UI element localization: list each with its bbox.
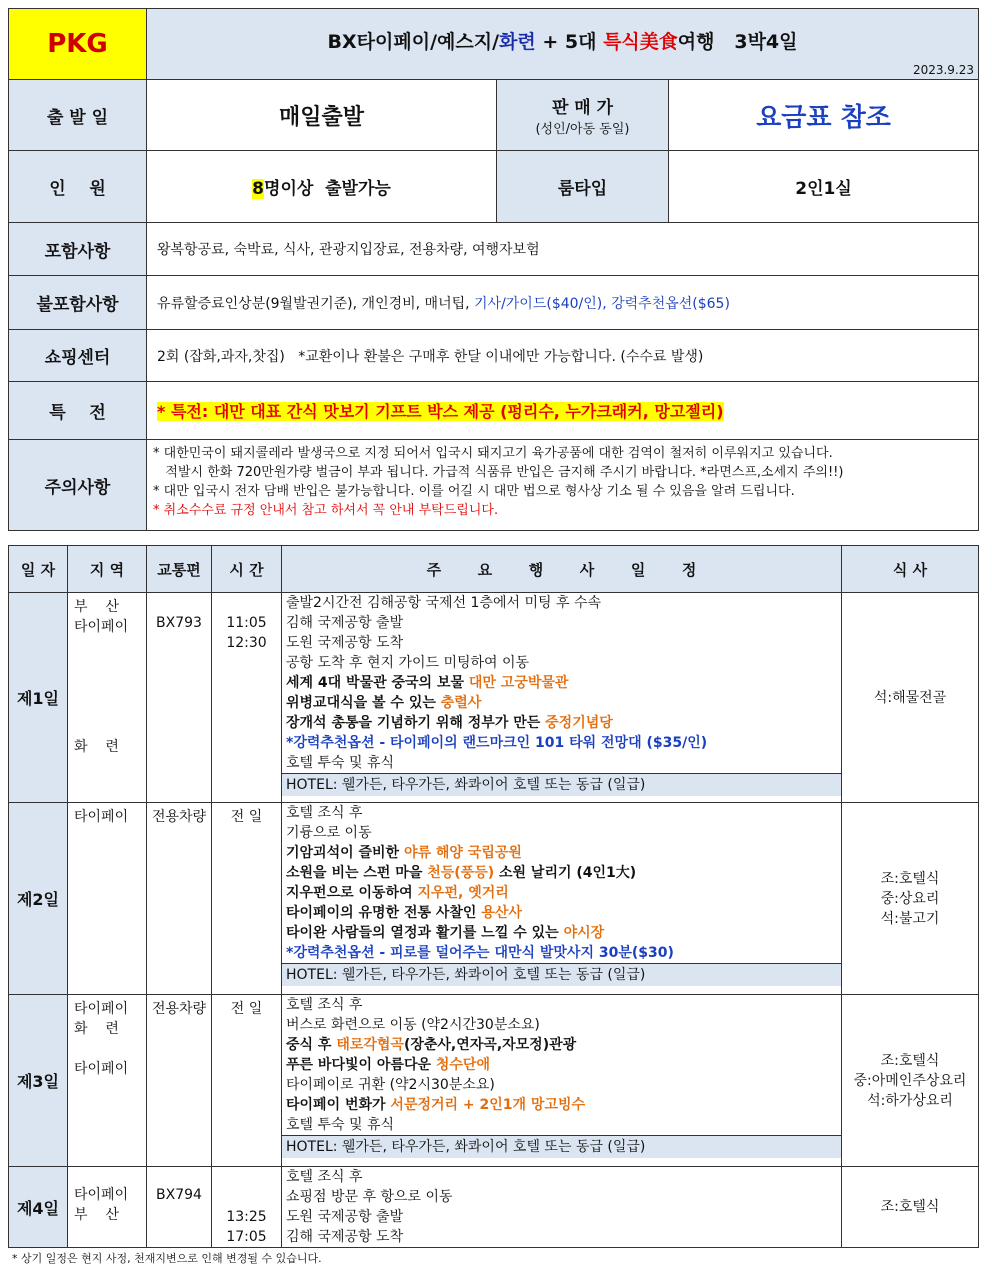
pkg-badge: PKG (9, 9, 147, 80)
activities-cell: 호텔 조식 후 기륭으로 이동 기암괴석이 즐비한 야류 해양 국립공원 소원을 비는 스펀 마을 천등(풍등) 소원 날리기 (4인1大) 지우펀으로 이동하여 지우펀, 옛거리 타이페이의 유명한 전통 사찰인 용산사 타이완 사람들의 열정과 활기를 느낄 수 있는 야시장 *강력추천옵션 - 피로를 덜어주는 대만식 발맛사지 30분($30) HOTEL: 웰가든, 타우가든, 쏴콰이어 호텔 또는 동급 (일급) (282, 803, 842, 995)
col-day: 일 자 (9, 546, 68, 593)
hotel-line: HOTEL: 웰가든, 타우가든, 쏴콰이어 호텔 또는 동급 (일급) (282, 963, 841, 986)
day-label: 제4일 (9, 1167, 68, 1248)
time-cell: 전 일 (212, 995, 282, 1167)
include-value: 왕복항공료, 숙박료, 식사, 관광지입장료, 전용차량, 여행자보험 (147, 223, 979, 276)
meal-cell: 조:호텔식 중:상요리 석:불고기 (842, 803, 979, 995)
shopping-label: 쇼핑센터 (9, 330, 147, 382)
package-info-table (8, 8, 979, 531)
exclude-value: 유류할증료인상분(9월발권기준), 개인경비, 매너팁, 기사/가이드($40/인), 강력추천옵션($65) (147, 276, 979, 330)
include-label: 포함사항 (9, 223, 147, 276)
price-label: 판 매 가 (성인/아동 동일) (497, 80, 669, 151)
title-cell (147, 9, 979, 80)
region-cell: 타이페이 화 련 타이페이 (68, 995, 147, 1167)
exclude-label: 불포함사항 (9, 276, 147, 330)
document-date: 2023.9.23 (912, 63, 975, 77)
day-row (9, 803, 979, 995)
note-line: 적발시 한화 720만원가량 벌금이 부과 됩니다. 가급적 식품류 반입은 금지해 주시기 바랍니다. *라면스프,소세지 주의!!) (153, 465, 844, 480)
special-cell (147, 382, 979, 440)
region-cell: 부 산 타이페이 화 련 (68, 593, 147, 803)
transport-cell: 전용차량 (147, 995, 212, 1167)
meal-cell: 석:해물전골 (842, 593, 979, 803)
note-line-cancellation: * 취소수수료 규정 안내서 참고 하셔서 꼭 안내 부탁드립니다. (153, 503, 499, 518)
region-cell: 타이페이 부 산 (68, 1167, 147, 1248)
notes-label: 주의사항 (9, 440, 147, 531)
hotel-line: HOTEL: 웰가든, 타우가든, 쏴콰이어 호텔 또는 동급 (일급) (282, 773, 841, 796)
day-label: 제2일 (9, 803, 68, 995)
meal-cell: 조:호텔식 중:아메인주상요리 석:하가상요리 (842, 995, 979, 1167)
itinerary-table (8, 545, 979, 1248)
note-line: * 대만 입국시 전자 담배 반입은 불가능합니다. 이를 어길 시 대만 법으로 형사상 기소 될 수 있음을 알려 드립니다. (153, 484, 795, 499)
time-cell: 전 일 (212, 803, 282, 995)
room-type-label: 룸타입 (497, 151, 669, 223)
footer-note: * 상기 일정은 현지 사정, 천재지변으로 인해 변경될 수 있습니다. (12, 1252, 322, 1265)
note-line: * 대한민국이 돼지콜레라 발생국으로 지정 되어서 입국시 돼지고기 육가공품에 대한 검역이 철저히 이루워지고 있습니다. (153, 446, 833, 461)
day-row (9, 593, 979, 803)
col-time: 시 간 (212, 546, 282, 593)
departure-value: 매일출발 (147, 80, 497, 151)
time-cell: 13:25 17:05 (212, 1167, 282, 1248)
shopping-value: 2회 (잡화,과자,찻집) *교환이나 환불은 구매후 한달 이내에만 가능합니다. (수수료 발생) (147, 330, 979, 382)
transport-cell: BX793 (147, 593, 212, 803)
col-region: 지 역 (68, 546, 147, 593)
activities-cell: 호텔 조식 후 쇼핑점 방문 후 항으로 이동 도원 국제공항 출발 김해 국제공항 도착 (282, 1167, 842, 1248)
departure-label: 출 발 일 (9, 80, 147, 151)
special-label: 특 전 (9, 382, 147, 440)
transport-cell: BX794 (147, 1167, 212, 1248)
price-value: 요금표 참조 (669, 80, 979, 151)
region-cell: 타이페이 (68, 803, 147, 995)
col-meal: 식 사 (842, 546, 979, 593)
day-row (9, 1167, 979, 1248)
people-value: 8명이상 출발가능 (147, 151, 497, 223)
activities-cell: 출발2시간전 김해공항 국제선 1층에서 미팅 후 수속 김해 국제공항 출발 도원 국제공항 도착 공항 도착 후 현지 가이드 미팅하여 이동 세계 4대 박물관 중국의 보물 대만 고궁박물관 위병교대식을 볼 수 있는 충렬사 장개석 총통을 기념하기 위해 정부가 만든 중정기념당 *강력추천옵션 - 타이페이의 랜드마크인 101 타워 전망대 ($35/인) 호텔 투숙 및 휴식 HOTEL: 웰가든, 타우가든, 쏴콰이어 호텔 또는 동급 (일급) (282, 593, 842, 803)
activities-cell: 호텔 조식 후 버스로 화련으로 이동 (약2시간30분소요) 중식 후 태로각협곡(장춘사,연자곡,자모정)관광 푸른 바다빛이 아름다운 청수단애 타이페이로 귀환 (약2시30분소요) 타이페이 번화가 서문정거리 + 2인1개 망고빙수 호텔 투숙 및 휴식 HOTEL: 웰가든, 타우가든, 쏴콰이어 호텔 또는 동급 (일급) (282, 995, 842, 1167)
notes-body (147, 440, 979, 531)
package-title: BX타이페이/예스지/화련 + 5대 특식美食여행 3박4일 (327, 31, 798, 53)
hotel-line: HOTEL: 웰가든, 타우가든, 쏴콰이어 호텔 또는 동급 (일급) (282, 1135, 841, 1158)
time-cell: 11:05 12:30 (212, 593, 282, 803)
col-itinerary: 주 요 행 사 일 정 (282, 546, 842, 593)
day-label: 제3일 (9, 995, 68, 1167)
people-label: 인 원 (9, 151, 147, 223)
meal-cell: 조:호텔식 (842, 1167, 979, 1248)
special-value: * 특전: 대만 대표 간식 맛보기 기프트 박스 제공 (펑리수, 누가크래커, 망고젤리) (157, 402, 724, 421)
col-transport: 교통편 (147, 546, 212, 593)
room-type-value: 2인1실 (669, 151, 979, 223)
transport-cell: 전용차량 (147, 803, 212, 995)
day-row (9, 995, 979, 1167)
day-label: 제1일 (9, 593, 68, 803)
